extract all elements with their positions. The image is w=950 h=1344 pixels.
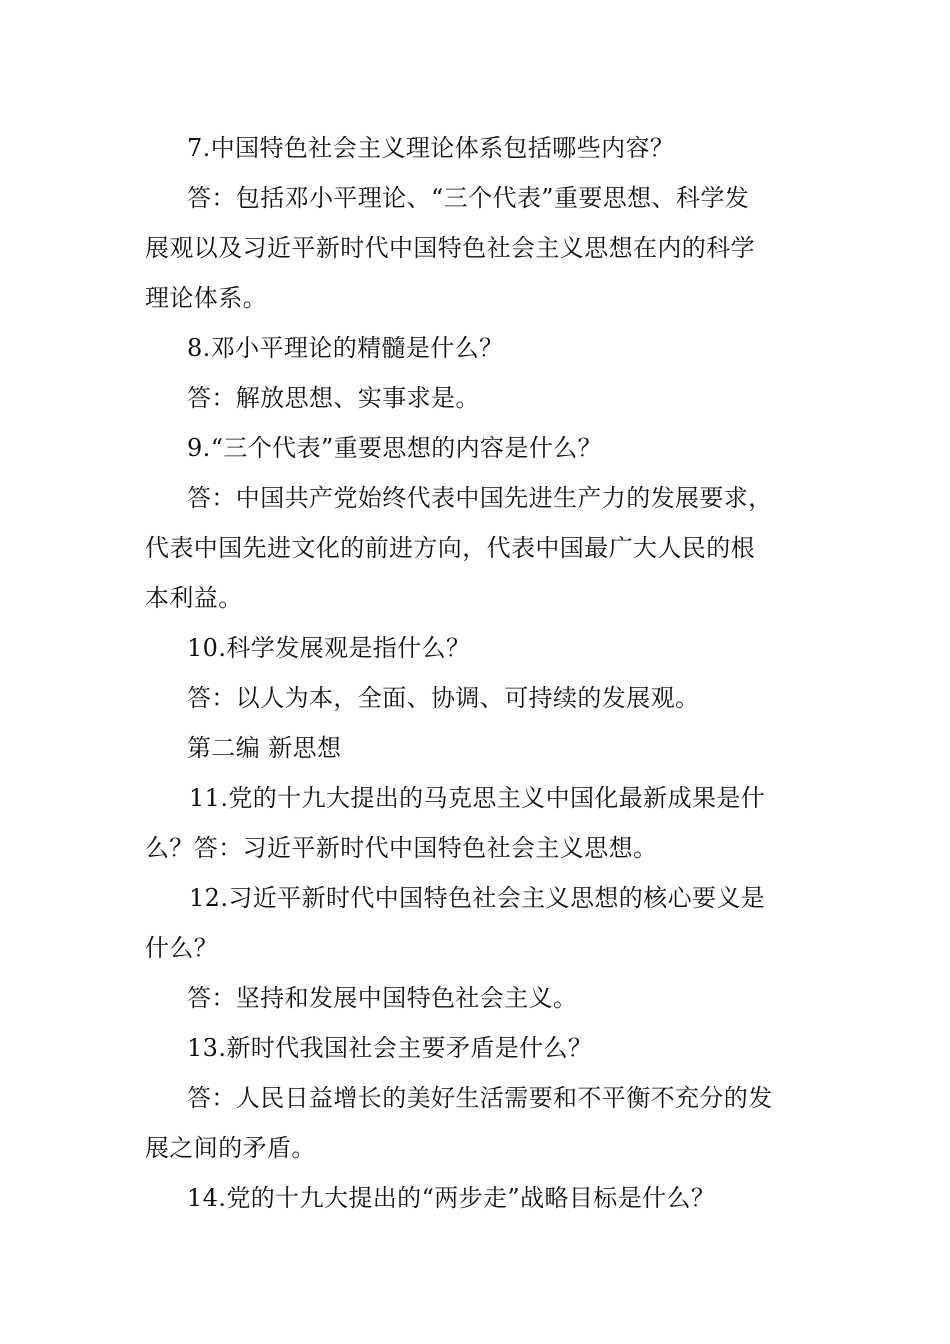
question-7: 7.中国特色社会主义理论体系包括哪些内容？ bbox=[187, 134, 675, 162]
answer-7-line-1: 答：包括邓小平理论、“三个代表”重要思想、科学发 bbox=[187, 184, 750, 212]
answer-7-line-2: 展观以及习近平新时代中国特色社会主义思想在内的科学 bbox=[145, 234, 755, 262]
answer-9-line-1: 答：中国共产党始终代表中国先进生产力的发展要求， bbox=[187, 484, 773, 512]
question-10: 10.科学发展观是指什么？ bbox=[187, 634, 471, 662]
answer-8: 答：解放思想、实事求是。 bbox=[187, 384, 480, 412]
question-13: 13.新时代我国社会主要矛盾是什么？ bbox=[187, 1034, 593, 1062]
question-11-line-2: 么？答：习近平新时代中国特色社会主义思想。 bbox=[145, 834, 658, 862]
section-heading: 第二编 新思想 bbox=[187, 734, 342, 762]
answer-10: 答：以人为本，全面、协调、可持续的发展观。 bbox=[187, 684, 700, 712]
answer-9-line-2: 代表中国先进文化的前进方向，代表中国最广大人民的根 bbox=[145, 534, 755, 562]
answer-13-line-2: 展之间的矛盾。 bbox=[145, 1134, 316, 1162]
question-11-line-1: 11.党的十九大提出的马克思主义中国化最新成果是什 bbox=[189, 784, 766, 812]
answer-12: 答：坚持和发展中国特色社会主义。 bbox=[187, 984, 578, 1012]
answer-7-line-3: 理论体系。 bbox=[145, 284, 267, 312]
question-12-line-1: 12.习近平新时代中国特色社会主义思想的核心要义是 bbox=[189, 884, 766, 912]
question-12-line-2: 什么？ bbox=[145, 934, 219, 962]
answer-13-line-1: 答：人民日益增长的美好生活需要和不平衡不充分的发 bbox=[187, 1084, 773, 1112]
question-8: 8.邓小平理论的精髓是什么？ bbox=[187, 334, 504, 362]
answer-9-line-3: 本利益。 bbox=[145, 584, 243, 612]
question-9: 9.“三个代表”重要思想的内容是什么？ bbox=[187, 434, 603, 462]
question-14: 14.党的十九大提出的“两步走”战略目标是什么？ bbox=[187, 1184, 716, 1212]
